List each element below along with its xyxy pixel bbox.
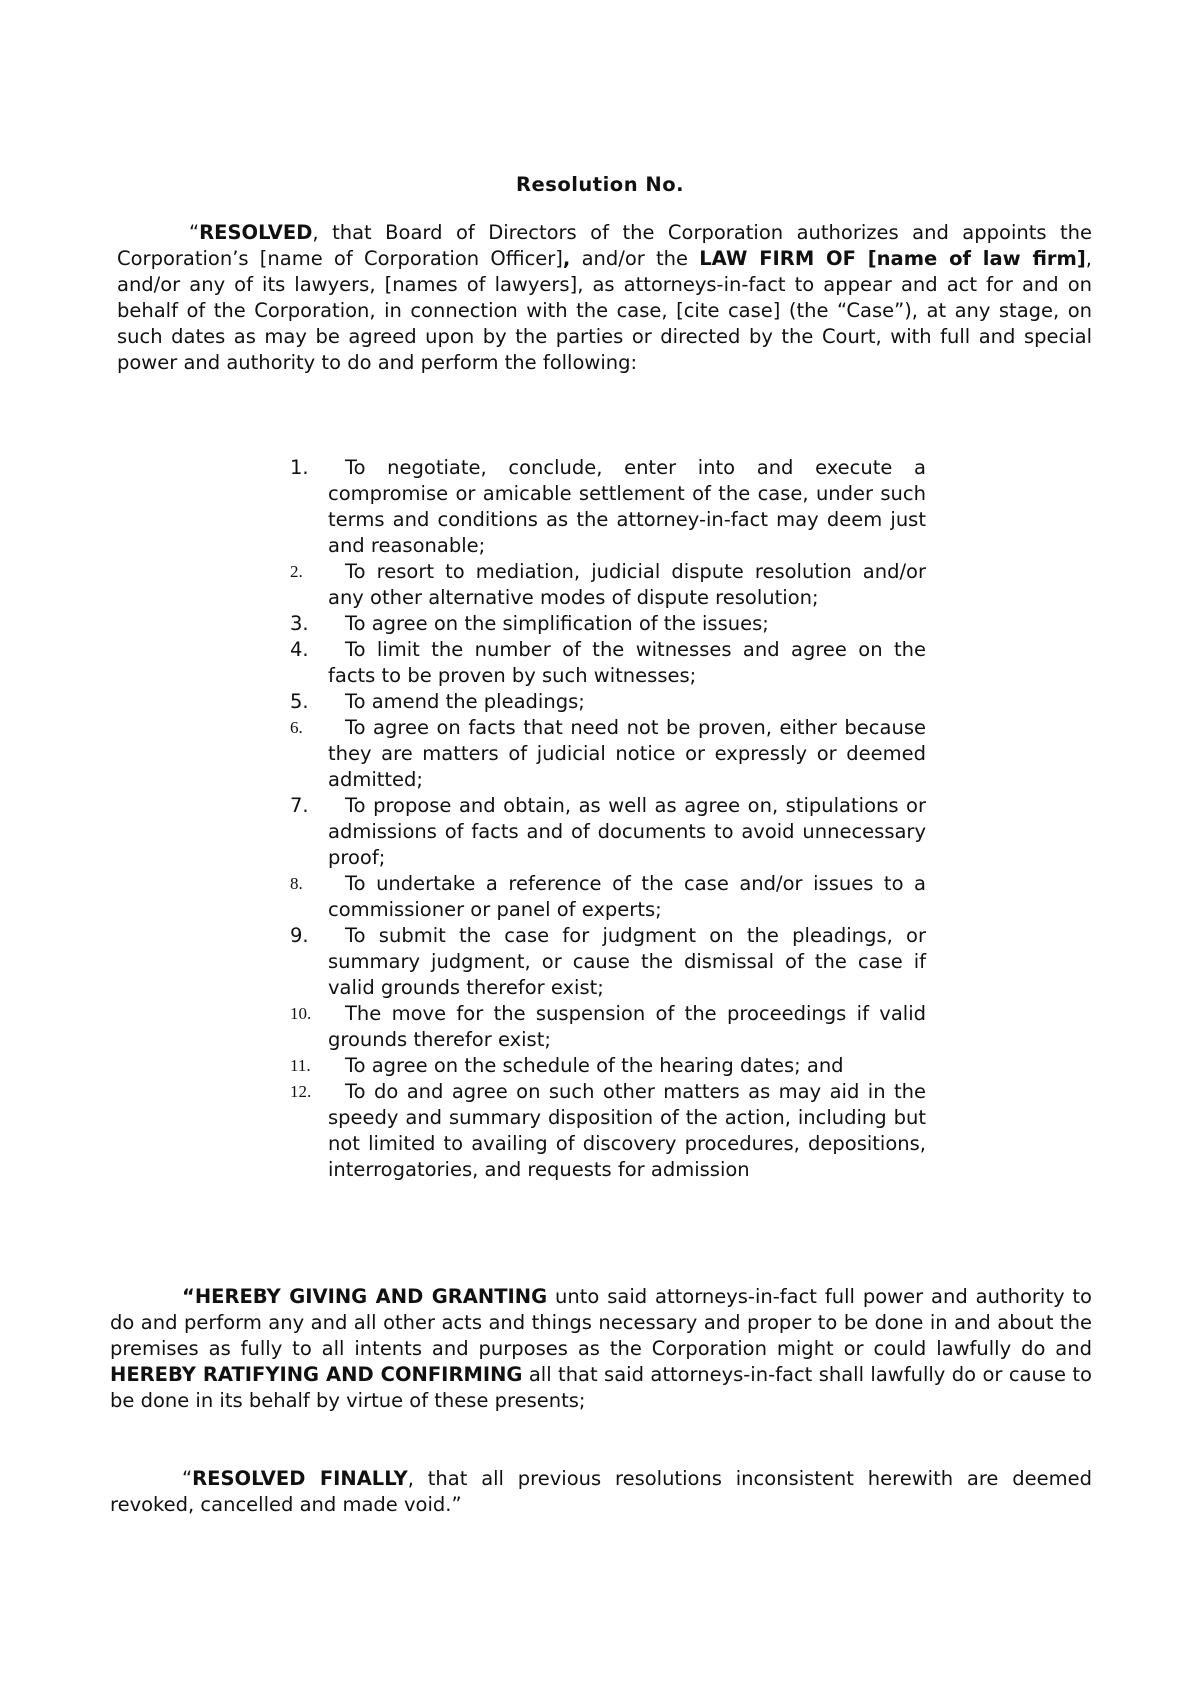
list-item-text: To submit the case for judgment on the pleadings, or summary judgment, or cause the dismissal of the case if valid grounds therefor exist; [328,924,926,999]
granting-lead: “HEREBY GIVING AND GRANTING [182,1285,548,1308]
list-item [290,559,926,611]
list-item [290,871,926,923]
resolved-comma: , [562,247,571,270]
list-item-text: To agree on the schedule of the hearing dates; and [345,1054,844,1077]
resolved-text-3: , and/or any of its lawyers, [names of lawyers], as attorneys-in-fact to appear and act for and on behalf of the Corporation, in connection with the case, [cite case] (the “Case”), at any stage, on such dates as may be agreed upon by the parties or directed by the Court, with full and special power and authority to do and perform the following: [117,247,1092,374]
granting-paragraph [110,1284,1092,1414]
list-item [290,1053,926,1079]
list-item-number: 6. [290,718,303,737]
powers-list [290,455,926,1183]
list-item-text: The move for the suspension of the proceedings if valid grounds therefor exist; [328,1002,926,1051]
list-item-text: To limit the number of the witnesses and agree on the facts to be proven by such witnesses; [328,638,926,687]
list-item-number: 11. [290,1056,311,1075]
list-item-number: 2. [290,562,303,581]
list-item [290,793,926,871]
list-item-number: 7. [290,794,309,817]
list-item-number: 3. [290,612,309,635]
list-item-text: To negotiate, conclude, enter into and execute a compromise or amicable settlement of the case, under such terms and conditions as the attorney-in-fact may deem just and reasonable; [328,456,926,557]
list-item-number: 5. [290,690,309,713]
list-item [290,923,926,1001]
list-item [290,689,926,715]
list-item-number: 1. [290,456,309,479]
list-item-text: To propose and obtain, as well as agree on, stipulations or admissions of facts and of documents to avoid unnecessary proof; [328,794,926,869]
resolved-lead: RESOLVED [199,221,313,244]
list-item [290,715,926,793]
granting-text-2: all that said attorneys-in-fact shall lawfully do or cause to be done in its behalf by virtue of these presents; [110,1363,1092,1412]
resolved-text-2: and/or the [570,247,700,270]
list-item [290,1079,926,1183]
resolved-paragraph [117,220,1092,376]
resolution-title: Resolution No. [515,173,684,196]
list-item-text: To amend the pleadings; [345,690,585,713]
list-item-number: 10. [290,1004,312,1023]
law-firm-label: LAW FIRM OF [name of law firm] [699,247,1086,270]
ratifying-label: HEREBY RATIFYING AND CONFIRMING [110,1363,523,1386]
list-item-number: 4. [290,638,309,661]
granting-text-1: unto said attorneys-in-fact full power and authority to do and perform any and all other acts and things necessary and proper to be done in and about the premises as fully to all intents and purposes as the Corporation might or could lawfully do and [110,1285,1092,1360]
list-item-number: 9. [290,924,309,947]
list-item [290,611,926,637]
resolved-text-1: , that Board of Directors of the Corporation authorizes and appoints the Corporation’s [name of Corporation Officer] [117,221,1092,270]
resolved-finally-lead: RESOLVED FINALLY [192,1467,408,1490]
final-text: , that all previous resolutions inconsistent herewith are deemed revoked, cancelled and made void.” [110,1467,1092,1516]
list-item-number: 12. [290,1082,312,1101]
open-quote: “ [182,1467,193,1490]
list-item-number: 8. [290,874,303,893]
open-quote: “ [189,221,200,244]
list-item-text: To undertake a reference of the case and/or issues to a commissioner or panel of experts; [328,872,926,921]
list-item-text: To agree on the simplification of the issues; [345,612,769,635]
list-item-text: To do and agree on such other matters as may aid in the speedy and summary disposition of the action, including but not limited to availing of discovery procedures, depositions, interrogatories, and requests for admission [328,1080,926,1181]
list-item [290,637,926,689]
final-paragraph [110,1466,1092,1518]
list-item [290,1001,926,1053]
list-item-text: To resort to mediation, judicial dispute resolution and/or any other alternative modes of dispute resolution; [328,560,926,609]
list-item-text: To agree on facts that need not be proven, either because they are matters of judicial notice or expressly or deemed admitted; [328,716,926,791]
list-item [290,455,926,559]
